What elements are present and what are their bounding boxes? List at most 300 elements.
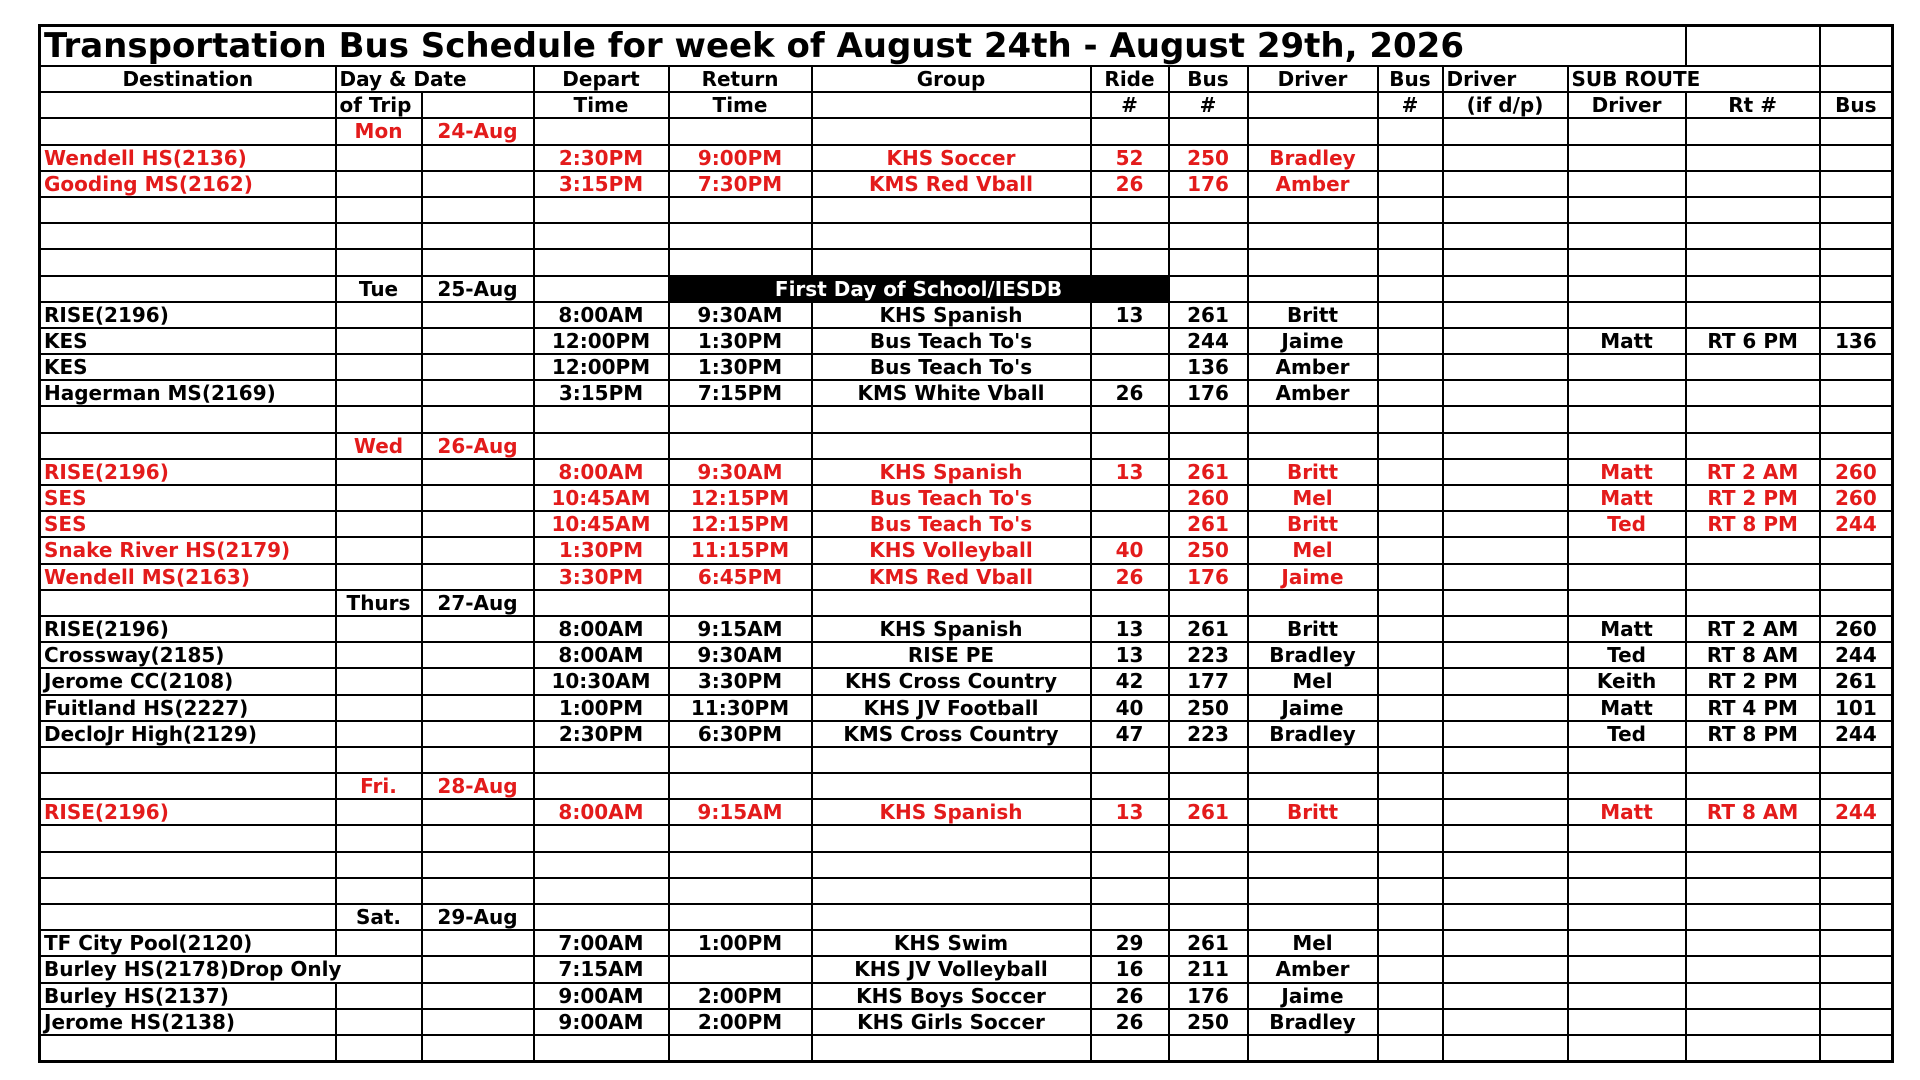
column-header-destination-sub: [40, 92, 336, 118]
cell-depart-time: [534, 197, 669, 223]
cell-sub-route-bus: [1820, 433, 1893, 459]
cell-day: [336, 825, 422, 851]
cell-alt-bus-number: [1378, 983, 1443, 1009]
cell-bus-number: 261: [1169, 799, 1248, 825]
cell-ride-number: [1091, 197, 1169, 223]
cell-ride-number: 26: [1091, 380, 1169, 406]
cell-sub-route-bus: [1820, 406, 1893, 432]
cell-bus-number: 261: [1169, 930, 1248, 956]
cell-bus-number: [1169, 406, 1248, 432]
cell-alt-bus-number: [1378, 511, 1443, 537]
cell-sub-route-bus: 260: [1820, 485, 1893, 511]
cell-alt-driver: [1443, 511, 1568, 537]
column-header-sub-route-driver: SUB ROUTE: [1568, 66, 1820, 92]
cell-bus-number: 260: [1169, 485, 1248, 511]
cell-driver: [1248, 223, 1378, 249]
cell-destination: [40, 433, 336, 459]
cell-return-time: 7:15PM: [669, 380, 812, 406]
cell-depart-time: [534, 904, 669, 930]
cell-ride-number: 26: [1091, 983, 1169, 1009]
cell-alt-bus-number: [1378, 878, 1443, 904]
cell-destination: RISE(2196): [40, 302, 336, 328]
cell-bus-number: 176: [1169, 171, 1248, 197]
cell-alt-bus-number: [1378, 616, 1443, 642]
cell-driver: Bradley: [1248, 1009, 1378, 1035]
cell-group: [812, 406, 1091, 432]
cell-depart-time: [534, 1035, 669, 1062]
cell-alt-bus-number: [1378, 956, 1443, 982]
cell-day: [336, 328, 422, 354]
cell-driver: Jaime: [1248, 695, 1378, 721]
day-row: [40, 276, 1893, 302]
cell-sub-route-driver: [1568, 747, 1686, 773]
cell-sub-route-driver: Keith: [1568, 668, 1686, 694]
cell-bus-number: [1169, 197, 1248, 223]
cell-date: [422, 825, 534, 851]
cell-date: [422, 695, 534, 721]
cell-sub-route-bus: 244: [1820, 721, 1893, 747]
trip-row: [40, 302, 1893, 328]
cell-ride-number: [1091, 590, 1169, 616]
cell-date: [422, 171, 534, 197]
cell-sub-route-driver: Matt: [1568, 459, 1686, 485]
cell-date: [422, 328, 534, 354]
cell-bus-number: [1169, 878, 1248, 904]
cell-alt-driver: [1443, 406, 1568, 432]
cell-destination: [40, 276, 336, 302]
cell-driver: Britt: [1248, 302, 1378, 328]
cell-group: Bus Teach To's: [812, 328, 1091, 354]
cell-day: [336, 956, 422, 982]
cell-alt-bus-number: [1378, 590, 1443, 616]
cell-day: [336, 537, 422, 563]
cell-sub-route-bus: 260: [1820, 459, 1893, 485]
cell-bus-number: 211: [1169, 956, 1248, 982]
cell-sub-route-bus: [1820, 118, 1893, 144]
cell-sub-route-rt: [1686, 197, 1820, 223]
cell-driver: Amber: [1248, 354, 1378, 380]
column-header-driver: Driver: [1248, 66, 1378, 92]
cell-return-time: 3:30PM: [669, 668, 812, 694]
title-row: [40, 26, 1893, 67]
cell-bus-number: 223: [1169, 642, 1248, 668]
cell-group: KMS White Vball: [812, 380, 1091, 406]
cell-alt-bus-number: [1378, 642, 1443, 668]
cell-bus-number: [1169, 1035, 1248, 1062]
cell-alt-bus-number: [1378, 171, 1443, 197]
cell-date: [422, 249, 534, 275]
cell-return-time: 9:15AM: [669, 616, 812, 642]
cell-alt-bus-number: [1378, 328, 1443, 354]
column-header-alt-driver-sub: (if d/p): [1443, 92, 1568, 118]
cell-destination: [40, 773, 336, 799]
cell-sub-route-rt: RT 6 PM: [1686, 328, 1820, 354]
cell-date: [422, 564, 534, 590]
cell-depart-time: [534, 249, 669, 275]
day-row: [40, 904, 1893, 930]
cell-bus-number: 176: [1169, 380, 1248, 406]
blank-row: [40, 852, 1893, 878]
cell-day: [336, 380, 422, 406]
cell-return-time: [669, 904, 812, 930]
cell-group: [812, 1035, 1091, 1062]
cell-bus-number: [1169, 433, 1248, 459]
cell-day: [336, 695, 422, 721]
cell-group: KHS Boys Soccer: [812, 983, 1091, 1009]
cell-destination: RISE(2196): [40, 799, 336, 825]
cell-day: [336, 485, 422, 511]
cell-driver: Mel: [1248, 485, 1378, 511]
cell-date: [422, 956, 534, 982]
cell-depart-time: 7:00AM: [534, 930, 669, 956]
cell-driver: Mel: [1248, 930, 1378, 956]
cell-destination: DecloJr High(2129): [40, 721, 336, 747]
cell-sub-route-driver: [1568, 145, 1686, 171]
cell-day: [336, 642, 422, 668]
cell-group: KHS Swim: [812, 930, 1091, 956]
cell-sub-route-driver: [1568, 406, 1686, 432]
cell-alt-bus-number: [1378, 773, 1443, 799]
cell-ride-number: 13: [1091, 459, 1169, 485]
cell-sub-route-bus: [1820, 1035, 1893, 1062]
cell-alt-driver: [1443, 590, 1568, 616]
page-title: Transportation Bus Schedule for week of August 24th - August 29th, 2026: [40, 26, 1686, 67]
cell-day: Wed: [336, 433, 422, 459]
cell-depart-time: 8:00AM: [534, 799, 669, 825]
cell-return-time: [669, 747, 812, 773]
cell-destination: Burley HS(2137): [40, 983, 336, 1009]
cell-depart-time: 10:45AM: [534, 485, 669, 511]
cell-alt-driver: [1443, 302, 1568, 328]
cell-date: [422, 485, 534, 511]
cell-alt-driver: [1443, 695, 1568, 721]
cell-date: [422, 380, 534, 406]
cell-depart-time: [534, 406, 669, 432]
cell-return-time: [669, 956, 812, 982]
cell-group: [812, 904, 1091, 930]
cell-sub-route-rt: [1686, 145, 1820, 171]
cell-bus-number: 261: [1169, 459, 1248, 485]
cell-depart-time: 8:00AM: [534, 642, 669, 668]
cell-ride-number: [1091, 511, 1169, 537]
cell-alt-bus-number: [1378, 354, 1443, 380]
cell-depart-time: [534, 852, 669, 878]
column-header-sub-route-rt-sub: Rt #: [1686, 92, 1820, 118]
cell-day: [336, 145, 422, 171]
cell-sub-route-bus: [1820, 276, 1893, 302]
cell-sub-route-bus: [1820, 197, 1893, 223]
cell-sub-route-driver: [1568, 852, 1686, 878]
cell-sub-route-driver: Matt: [1568, 616, 1686, 642]
cell-destination: TF City Pool(2120): [40, 930, 336, 956]
cell-date: [422, 459, 534, 485]
cell-depart-time: [534, 276, 669, 302]
column-header-day-sub: of Trip: [336, 92, 422, 118]
cell-alt-bus-number: [1378, 930, 1443, 956]
cell-alt-bus-number: [1378, 537, 1443, 563]
cell-sub-route-rt: [1686, 590, 1820, 616]
blank-row: [40, 878, 1893, 904]
trip-row: [40, 721, 1893, 747]
cell-sub-route-bus: [1820, 537, 1893, 563]
trip-row: [40, 354, 1893, 380]
cell-driver: Britt: [1248, 459, 1378, 485]
cell-alt-driver: [1443, 852, 1568, 878]
cell-return-time: [669, 223, 812, 249]
cell-group: [812, 118, 1091, 144]
cell-driver: [1248, 852, 1378, 878]
cell-ride-number: [1091, 773, 1169, 799]
cell-alt-driver: [1443, 721, 1568, 747]
cell-alt-driver: [1443, 328, 1568, 354]
cell-destination: KES: [40, 328, 336, 354]
cell-driver: Bradley: [1248, 721, 1378, 747]
cell-sub-route-driver: [1568, 249, 1686, 275]
cell-driver: Mel: [1248, 537, 1378, 563]
column-header-alt-bus-number-sub: #: [1378, 92, 1443, 118]
cell-destination: [40, 825, 336, 851]
cell-bus-number: 261: [1169, 302, 1248, 328]
cell-depart-time: 10:30AM: [534, 668, 669, 694]
cell-bus-number: 244: [1169, 328, 1248, 354]
cell-driver: Britt: [1248, 616, 1378, 642]
cell-destination: Fuitland HS(2227): [40, 695, 336, 721]
cell-alt-bus-number: [1378, 825, 1443, 851]
cell-ride-number: [1091, 249, 1169, 275]
cell-destination: Wendell HS(2136): [40, 145, 336, 171]
column-header-bus-number-sub: #: [1169, 92, 1248, 118]
cell-return-time: 2:00PM: [669, 983, 812, 1009]
cell-sub-route-bus: 244: [1820, 642, 1893, 668]
cell-sub-route-driver: [1568, 118, 1686, 144]
first-day-banner: First Day of School/IESDB: [669, 276, 1169, 302]
column-header-sub-route-bus-sub: Bus: [1820, 92, 1893, 118]
cell-group: KHS JV Football: [812, 695, 1091, 721]
cell-sub-route-driver: [1568, 904, 1686, 930]
cell-alt-bus-number: [1378, 668, 1443, 694]
cell-day: [336, 406, 422, 432]
cell-alt-driver: [1443, 616, 1568, 642]
cell-date: 24-Aug: [422, 118, 534, 144]
cell-date: [422, 721, 534, 747]
cell-sub-route-driver: [1568, 983, 1686, 1009]
cell-sub-route-driver: [1568, 537, 1686, 563]
trip-row: [40, 983, 1893, 1009]
cell-sub-route-driver: [1568, 1035, 1686, 1062]
column-header-destination: Destination: [40, 66, 336, 92]
trip-row: [40, 380, 1893, 406]
cell-sub-route-bus: [1820, 145, 1893, 171]
blank-row: [40, 406, 1893, 432]
cell-alt-driver: [1443, 825, 1568, 851]
cell-group: [812, 223, 1091, 249]
cell-return-time: [669, 1035, 812, 1062]
trip-row: [40, 145, 1893, 171]
column-header-return-time-sub: Time: [669, 92, 812, 118]
cell-date: 28-Aug: [422, 773, 534, 799]
cell-alt-driver: [1443, 668, 1568, 694]
cell-depart-time: 3:30PM: [534, 564, 669, 590]
cell-return-time: [669, 433, 812, 459]
cell-ride-number: 26: [1091, 564, 1169, 590]
cell-group: [812, 433, 1091, 459]
cell-driver: [1248, 118, 1378, 144]
cell-driver: [1248, 249, 1378, 275]
day-row: [40, 433, 1893, 459]
cell-ride-number: 16: [1091, 956, 1169, 982]
cell-alt-bus-number: [1378, 380, 1443, 406]
cell-group: KHS Spanish: [812, 459, 1091, 485]
cell-destination: Hagerman MS(2169): [40, 380, 336, 406]
cell-alt-bus-number: [1378, 302, 1443, 328]
cell-driver: Amber: [1248, 380, 1378, 406]
cell-ride-number: [1091, 406, 1169, 432]
cell-sub-route-rt: RT 4 PM: [1686, 695, 1820, 721]
cell-sub-route-rt: [1686, 983, 1820, 1009]
cell-driver: Britt: [1248, 799, 1378, 825]
cell-ride-number: [1091, 747, 1169, 773]
cell-sub-route-bus: 101: [1820, 695, 1893, 721]
cell-depart-time: 9:00AM: [534, 1009, 669, 1035]
trip-row: [40, 616, 1893, 642]
cell-bus-number: 176: [1169, 564, 1248, 590]
cell-sub-route-rt: [1686, 380, 1820, 406]
cell-destination: [40, 223, 336, 249]
cell-sub-route-bus: [1820, 590, 1893, 616]
column-header-group: Group: [812, 66, 1091, 92]
cell-date: [422, 799, 534, 825]
cell-return-time: 1:00PM: [669, 930, 812, 956]
cell-return-time: 12:15PM: [669, 511, 812, 537]
column-header-alt-driver: Driver: [1443, 66, 1568, 92]
cell-sub-route-driver: [1568, 171, 1686, 197]
cell-sub-route-rt: RT 8 PM: [1686, 721, 1820, 747]
cell-sub-route-bus: [1820, 1009, 1893, 1035]
cell-day: [336, 983, 422, 1009]
cell-driver: [1248, 747, 1378, 773]
cell-day: [336, 459, 422, 485]
cell-ride-number: 26: [1091, 1009, 1169, 1035]
cell-alt-driver: [1443, 118, 1568, 144]
cell-bus-number: [1169, 590, 1248, 616]
cell-ride-number: [1091, 904, 1169, 930]
cell-depart-time: [534, 433, 669, 459]
cell-sub-route-driver: [1568, 956, 1686, 982]
cell-sub-route-bus: 136: [1820, 328, 1893, 354]
cell-driver: Mel: [1248, 668, 1378, 694]
cell-sub-route-bus: [1820, 302, 1893, 328]
cell-sub-route-driver: [1568, 773, 1686, 799]
cell-depart-time: 10:45AM: [534, 511, 669, 537]
cell-alt-bus-number: [1378, 197, 1443, 223]
cell-sub-route-rt: [1686, 773, 1820, 799]
column-header-depart-time: Depart: [534, 66, 669, 92]
column-header-sub-route-driver-sub: Driver: [1568, 92, 1686, 118]
cell-sub-route-bus: [1820, 930, 1893, 956]
cell-destination: RISE(2196): [40, 616, 336, 642]
cell-sub-route-bus: [1820, 249, 1893, 275]
cell-sub-route-driver: [1568, 354, 1686, 380]
cell-sub-route-driver: [1568, 930, 1686, 956]
cell-alt-driver: [1443, 904, 1568, 930]
cell-sub-route-rt: [1686, 302, 1820, 328]
cell-bus-number: [1169, 747, 1248, 773]
schedule-table: [38, 24, 1894, 1063]
cell-bus-number: [1169, 223, 1248, 249]
cell-return-time: 9:30AM: [669, 459, 812, 485]
cell-sub-route-driver: [1568, 276, 1686, 302]
cell-destination: RISE(2196): [40, 459, 336, 485]
cell-ride-number: [1091, 485, 1169, 511]
cell-depart-time: 3:15PM: [534, 171, 669, 197]
cell-ride-number: [1091, 433, 1169, 459]
cell-day: [336, 852, 422, 878]
cell-driver: [1248, 197, 1378, 223]
cell-sub-route-rt: [1686, 825, 1820, 851]
cell-day: [336, 223, 422, 249]
cell-sub-route-rt: [1686, 118, 1820, 144]
cell-date: [422, 197, 534, 223]
cell-bus-number: 250: [1169, 1009, 1248, 1035]
cell-return-time: [669, 197, 812, 223]
trip-row: [40, 564, 1893, 590]
cell-bus-number: [1169, 904, 1248, 930]
cell-return-time: [669, 878, 812, 904]
cell-return-time: 9:30AM: [669, 642, 812, 668]
cell-ride-number: 13: [1091, 302, 1169, 328]
cell-destination: Burley HS(2178)Drop Only: [40, 956, 336, 982]
cell-day: [336, 511, 422, 537]
cell-destination: [40, 197, 336, 223]
cell-sub-route-rt: [1686, 956, 1820, 982]
cell-sub-route-driver: Matt: [1568, 328, 1686, 354]
cell-alt-driver: [1443, 799, 1568, 825]
trip-row: [40, 642, 1893, 668]
trip-row: [40, 1009, 1893, 1035]
cell-return-time: [669, 825, 812, 851]
cell-destination: KES: [40, 354, 336, 380]
cell-sub-route-bus: [1820, 773, 1893, 799]
cell-bus-number: 177: [1169, 668, 1248, 694]
cell-group: KMS Red Vball: [812, 564, 1091, 590]
cell-day: [336, 1035, 422, 1062]
cell-ride-number: 13: [1091, 642, 1169, 668]
cell-sub-route-bus: 261: [1820, 668, 1893, 694]
cell-alt-driver: [1443, 1035, 1568, 1062]
column-header-day: Day & Date: [336, 66, 534, 92]
cell-bus-number: 261: [1169, 616, 1248, 642]
cell-depart-time: [534, 878, 669, 904]
cell-alt-driver: [1443, 878, 1568, 904]
cell-ride-number: [1091, 118, 1169, 144]
cell-sub-route-rt: RT 8 AM: [1686, 642, 1820, 668]
cell-sub-route-rt: [1686, 852, 1820, 878]
cell-sub-route-rt: RT 8 PM: [1686, 511, 1820, 537]
cell-day: [336, 721, 422, 747]
cell-destination: Jerome HS(2138): [40, 1009, 336, 1035]
cell-sub-route-rt: [1686, 171, 1820, 197]
cell-ride-number: [1091, 328, 1169, 354]
cell-alt-bus-number: [1378, 564, 1443, 590]
cell-driver: Jaime: [1248, 983, 1378, 1009]
cell-sub-route-rt: RT 2 AM: [1686, 459, 1820, 485]
cell-date: [422, 511, 534, 537]
cell-driver: Britt: [1248, 511, 1378, 537]
cell-return-time: 1:30PM: [669, 354, 812, 380]
cell-day: [336, 1009, 422, 1035]
cell-group: [812, 747, 1091, 773]
cell-ride-number: [1091, 1035, 1169, 1062]
